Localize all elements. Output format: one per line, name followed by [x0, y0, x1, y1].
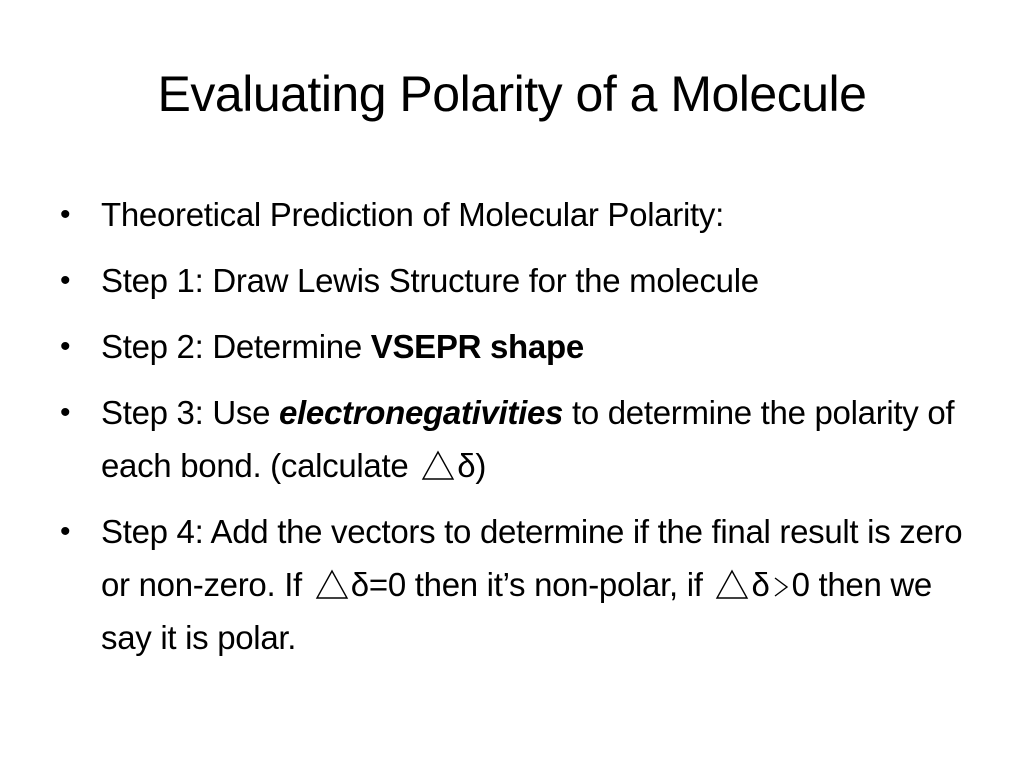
bullet-item [58, 505, 978, 664]
delta-symbol: δ [457, 447, 476, 484]
bullet-text: Step 3: Use [101, 394, 279, 431]
bullet-marker: • [60, 396, 71, 429]
bullet-item [58, 386, 978, 492]
bullet-text: to determine the polarity of each bond. (calculate [101, 394, 955, 484]
delta-triangle-icon [715, 568, 749, 600]
bullet-marker: • [60, 515, 71, 548]
bullet-marker: • [60, 264, 71, 297]
slide-title: Evaluating Polarity of a Molecule [157, 66, 867, 122]
delta-symbol: δ [751, 566, 770, 603]
bullet-text: ) [475, 447, 487, 484]
delta-triangle-icon [421, 449, 455, 481]
bullet-marker: • [60, 330, 71, 363]
bullet-bold-text: VSEPR shape [370, 328, 584, 365]
delta-triangle-icon [315, 568, 349, 600]
bullet-item [58, 188, 978, 241]
bullet-text: Theoretical Prediction of Molecular Polarity: [101, 196, 724, 233]
bullet-emphasis-text: electronegativities [279, 394, 564, 431]
delta-symbol: δ [350, 566, 369, 603]
greater-than-icon [772, 570, 790, 600]
bullet-text: Step 4: Add the vectors to determine if the final result is zero or non-zero. If [101, 513, 963, 603]
bullet-marker: • [60, 198, 71, 231]
bullet-text: Step 1: Draw Lewis Structure for the molecule [101, 262, 759, 299]
bullet-text: 0 then we say it is polar. [101, 566, 932, 656]
bullet-item [58, 254, 978, 307]
bullet-list [58, 188, 978, 677]
bullet-text: Step 2: Determine [101, 328, 371, 365]
bullet-item [58, 320, 978, 373]
bullet-text: =0 then it’s non-polar, if [368, 566, 712, 603]
